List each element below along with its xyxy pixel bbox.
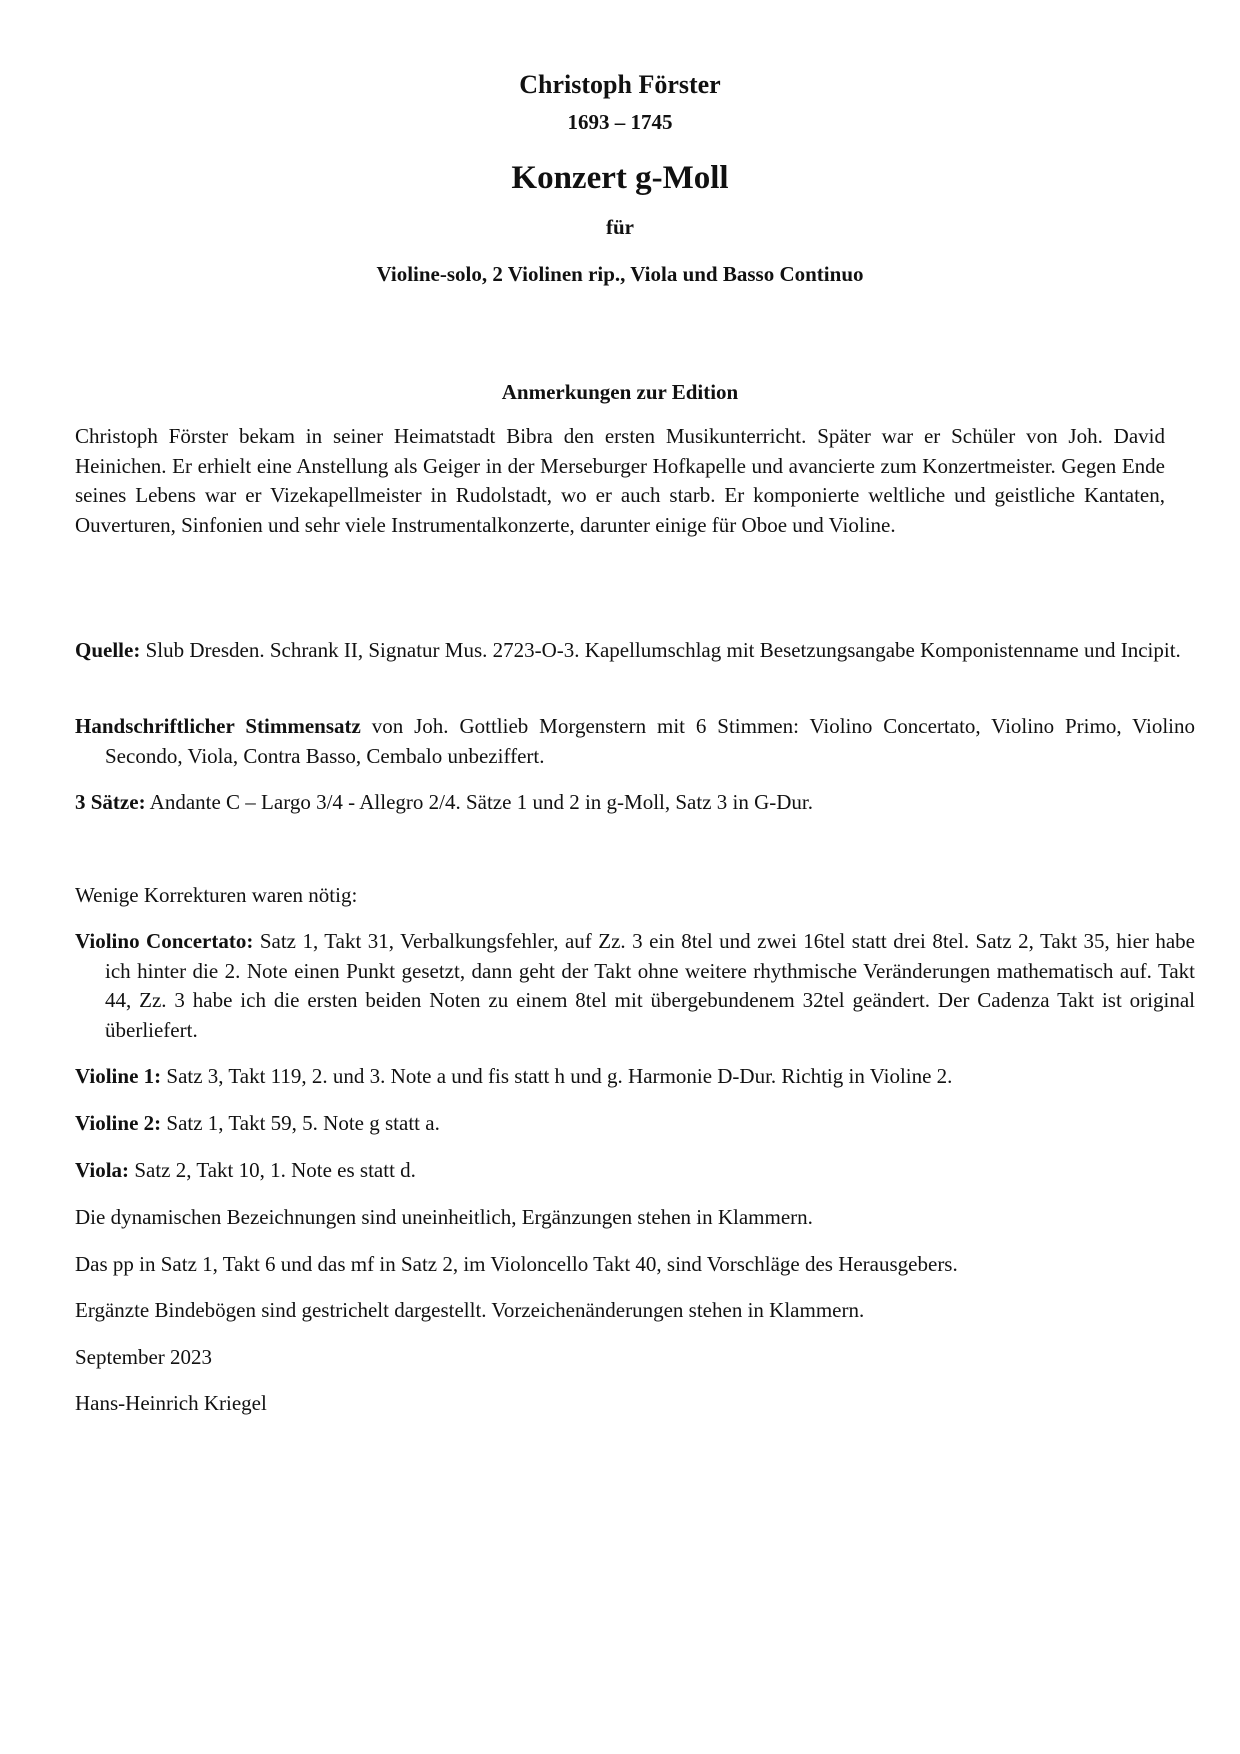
fuer-label: für [606, 215, 634, 239]
violino-concertato-text: Satz 1, Takt 31, Verbalkungsfehler, auf Zz. 3 ein 8tel und zwei 16tel statt drei 8tel. Satz 2, Takt 35, hier habe ich hinter die 2. Note einen Punkt gesetzt, dann geht der Takt ohne weitere rhythmische Veränderungen mathematisch auf. Takt 44, Zz. 3 habe ich die ersten beiden Noten zu einem 8tel mit übergebundenem 32tel geändert. Der Cadenza Takt ist original überliefert. [105, 929, 1195, 1042]
correction-violine-2 [75, 1109, 1195, 1139]
correction-viola [75, 1156, 1195, 1186]
dynamics-remark: Die dynamischen Bezeichnungen sind uneinheitlich, Ergänzungen stehen in Klammern. [75, 1205, 813, 1229]
correction-violino-concertato [75, 927, 1195, 1045]
correction-violine-1 [75, 1062, 1195, 1092]
corrections-intro: Wenige Korrekturen waren nötig: [75, 883, 358, 907]
biography-paragraph: Christoph Förster bekam in seiner Heimatstadt Bibra den ersten Musikunterricht. Später war er Schüler von Joh. David Heinichen. Er erhielt eine Anstellung als Geiger in der Merseburger Hofkapelle und avancierte zum Konzertmeister. Gegen Ende seines Lebens war er Vizekapellmeister in Rudolstadt, wo er auch starb. Er komponierte weltliche und geistliche Kantaten, Ouverturen, Sinfonien und sehr viele Instrumentalkonzerte, darunter einige für Oboe und Violine. [75, 424, 1165, 537]
instrumentation: Violine-solo, 2 Violinen rip., Viola und Basso Continuo [376, 262, 864, 286]
violine-2-text: Satz 1, Takt 59, 5. Note g statt a. [161, 1111, 440, 1135]
parts-paragraph [75, 712, 1195, 771]
movements-label: 3 Sätze: [75, 790, 146, 814]
editor-suggestions-remark: Das pp in Satz 1, Takt 6 und das mf in Satz 2, im Violoncello Takt 40, sind Vorschläge des Herausgebers. [75, 1252, 958, 1276]
viola-label: Viola: [75, 1158, 130, 1182]
violine-2-label: Violine 2: [75, 1111, 162, 1135]
editor-name: Hans-Heinrich Kriegel [75, 1391, 267, 1415]
composer-dates: 1693 – 1745 [567, 110, 673, 134]
movements-paragraph [75, 788, 1195, 818]
edition-notes-heading: Anmerkungen zur Edition [501, 380, 739, 404]
composer-name: Christoph Förster [519, 70, 721, 99]
violine-1-label: Violine 1: [75, 1064, 162, 1088]
viola-text: Satz 2, Takt 10, 1. Note es statt d. [129, 1158, 416, 1182]
parts-text: von Joh. Gottlieb Morgenstern mit 6 Stimmen: Violino Concertato, Violino Primo, Violino Secondo, Viola, Contra Basso, Cembalo unbeziffert. [105, 714, 1195, 768]
edition-date: September 2023 [75, 1345, 213, 1369]
source-paragraph [75, 636, 1195, 666]
source-text: Slub Dresden. Schrank II, Signatur Mus. 2723-O-3. Kapellumschlag mit Besetzungsangabe Komponistenname und Incipit. [140, 638, 1181, 662]
violino-concertato-label: Violino Concertato: [75, 929, 254, 953]
violine-1-text: Satz 3, Takt 119, 2. und 3. Note a und fis statt h und g. Harmonie D-Dur. Richtig in Violine 2. [161, 1064, 953, 1088]
source-label: Quelle: [75, 638, 141, 662]
movements-text: Andante C – Largo 3/4 - Allegro 2/4. Sätze 1 und 2 in g-Moll, Satz 3 in G-Dur. [145, 790, 814, 814]
parts-label: Handschriftlicher Stimmensatz [75, 714, 361, 738]
work-title: Konzert g-Moll [511, 160, 729, 196]
slurs-remark: Ergänzte Bindebögen sind gestrichelt dargestellt. Vorzeichenänderungen stehen in Klammern. [75, 1298, 865, 1322]
